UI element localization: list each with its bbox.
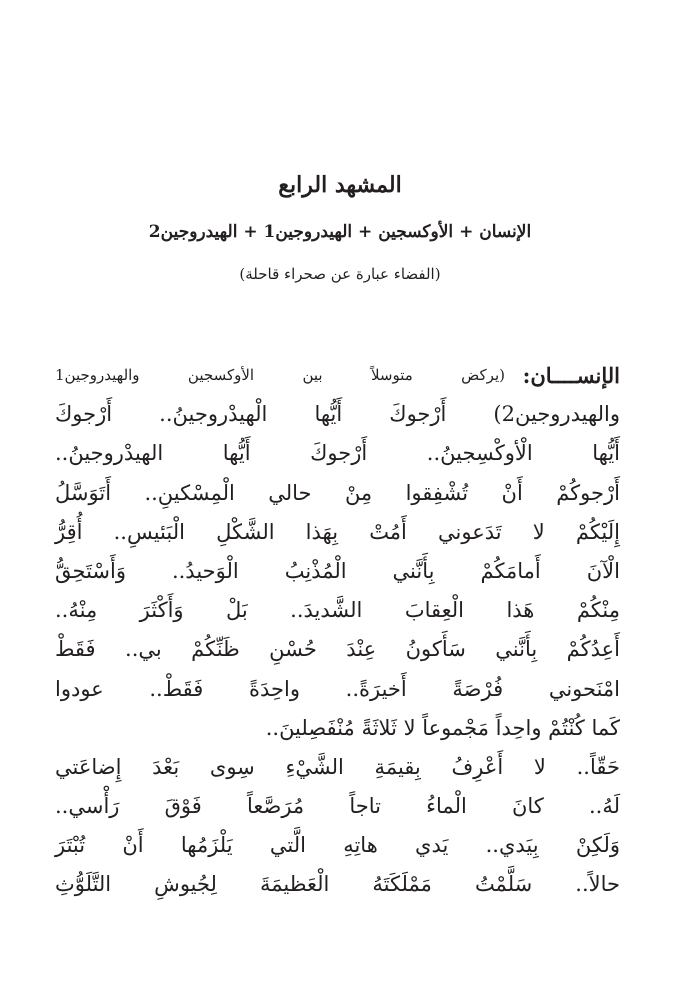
dialogue-line: وَلَكِنْ بِيَدي.. يَدي هاتِهِ الَّتي يَلْزَمُها أَنْ تُبْتَرَ [55, 833, 620, 858]
dialogue-line: إِلَيْكُمْ لا تَدَعوني أَمُتْ بِهَذا الشَّكْلِ الْبَئيسِ.. أُقِرُّ [55, 519, 620, 544]
dialogue-line: حالاً.. سَلَّمْتُ مَمْلَكَتَهُ الْعَظيمَةَ لِجُيوشِ التَّلَوُّثِ [55, 872, 620, 897]
dialogue-line: لَهُ.. كانَ الْماءُ تاجاً مُرَصَّعاً فَوْقَ رَأْسي.. [55, 794, 620, 819]
dialogue-block [55, 356, 620, 905]
scene-title: المشهد الرابع [278, 172, 402, 198]
dialogue-line: أَيُّها الْأوكْسِجينُ.. أَرْجوكَ أَيُّها الهيدْروجينُ.. [55, 441, 620, 466]
dialogue-line: حَقّاً.. لا أَعْرِفُ بِقيمَةِ الشَّيْءِ سِوى بَعْدَ إِضاعَتي [55, 754, 620, 779]
dialogue-line: والهيدروجين2) أَرْجوكَ أَيُّها الْهيدْروجينُ.. أَرْجوكَ [55, 402, 620, 427]
dialogue-line: كَما كُنْتُمْ واحِداً مَجْموعاً لا ثَلاثَةً مُنْفَصِلينَ.. [265, 715, 620, 740]
dialogue-line: (يركض متوسلاً بين الأوكسجين والهيدروجين1 [55, 366, 505, 384]
dialogue-line: مِنْكُمْ هَذا الْعِقابَ الشَّديدَ.. بَلْ وَأَكْثَرَ مِنْهُ.. [55, 598, 620, 623]
stage-direction-setting: (الفضاء عبارة عن صحراء قاحلة) [239, 265, 441, 283]
speaker-name: الإنســــان: [522, 363, 620, 388]
dialogue-line: الْآنَ أَمامَكُمْ بِأَنَّني الْمُذْنِبُ الْوَحيدُ.. وَأَسْتَحِقُّ [55, 558, 620, 583]
dialogue-line: أَرْجوكُمْ أَنْ تُشْفِقوا مِنْ حالي الْمِسْكينِ.. أَتَوَسَّلُ [55, 480, 620, 505]
dialogue-line: أَعِدُكُمْ بِأَنَّني سَأَكونُ عِنْدَ حُسْنِ ظَنِّكُمْ بي.. فَقَطْ [55, 637, 620, 662]
scene-characters: الإنسان + الأوكسجين + الهيدروجين1 + الهيدروجين2 [148, 222, 532, 242]
dialogue-line: امْنَحوني فُرْصَةً أَخيرَةً.. واحِدَةً فَقَطْ.. عودوا [55, 676, 620, 701]
